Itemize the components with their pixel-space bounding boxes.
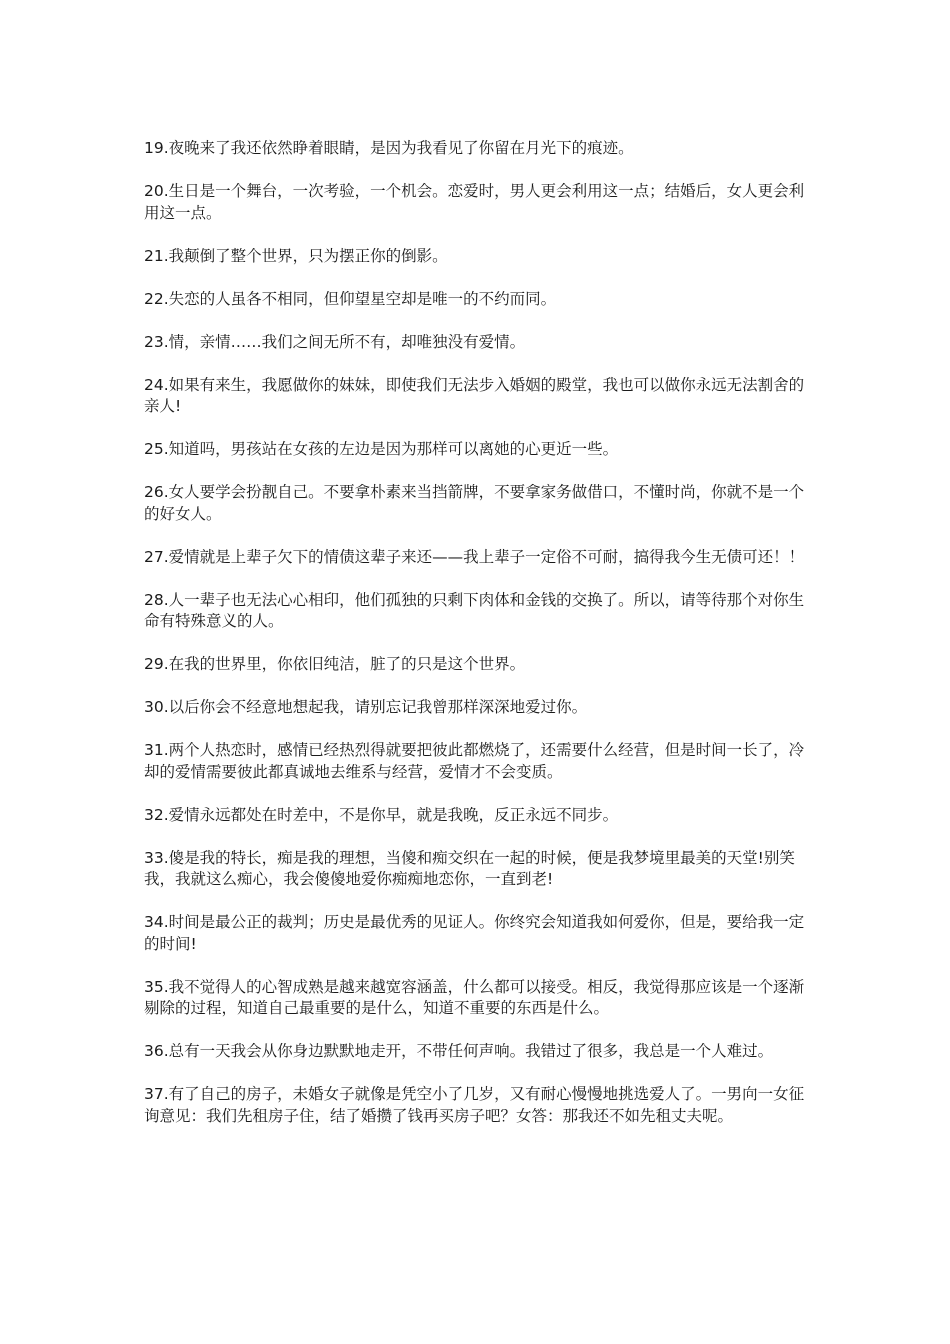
paragraph-24: 24.如果有来生，我愿做你的妹妹，即使我们无法步入婚姻的殿堂，我也可以做你永远无法割舍的亲人! [144, 375, 805, 415]
paragraph-37: 37.有了自己的房子，未婚女子就像是凭空小了几岁，又有耐心慢慢地挑选爱人了。一男向一女征询意见：我们先租房子住，结了婚攒了钱再买房子吧？女答：那我还不如先租丈夫呢。 [144, 1085, 805, 1125]
paragraph-29: 29.在我的世界里，你依旧纯洁，脏了的只是这个世界。 [144, 655, 526, 673]
paragraph-36: 36.总有一天我会从你身边默默地走开，不带任何声响。我错过了很多，我总是一个人难过。 [144, 1042, 774, 1060]
document-body [144, 138, 814, 1149]
paragraph-26: 26.女人要学会扮靓自己。不要拿朴素来当挡箭牌，不要拿家务做借口，不懂时尚，你就不是一个的好女人。 [144, 483, 805, 523]
paragraph-27: 27.爱情就是上辈子欠下的情债这辈子来还——我上辈子一定俗不可耐，搞得我今生无债可还！！ [144, 547, 805, 566]
paragraph-25: 25.知道吗，男孩站在女孩的左边是因为那样可以离她的心更近一些。 [144, 440, 619, 458]
paragraph-30: 30.以后你会不经意地想起我，请别忘记我曾那样深深地爱过你。 [144, 698, 588, 716]
paragraph-20: 20.生日是一个舞台，一次考验，一个机会。恋爱时，男人更会利用这一点；结婚后，女人更会利用这一点。 [144, 182, 805, 222]
paragraph-23: 23.情，亲情……我们之间无所不有，却唯独没有爱情。 [144, 332, 526, 351]
paragraph-33: 33.傻是我的特长，痴是我的理想，当傻和痴交织在一起的时候，便是我梦境里最美的天堂!别笑我，我就这么痴心，我会傻傻地爱你痴痴地恋你，一直到老! [144, 848, 795, 888]
paragraph-34: 34.时间是最公正的裁判；历史是最优秀的见证人。你终究会知道我如何爱你，但是，要给我一定的时间! [144, 913, 805, 953]
paragraph-28: 28.人一辈子也无法心心相印，他们孤独的只剩下肉体和金钱的交换了。所以，请等待那个对你生命有特殊意义的人。 [144, 590, 805, 630]
paragraph-22: 22.失恋的人虽各不相同，但仰望星空却是唯一的不约而同。 [144, 289, 557, 308]
paragraph-19: 19.夜晚来了我还依然睁着眼睛，是因为我看见了你留在月光下的痕迹。 [144, 139, 634, 157]
paragraph-31: 31.两个人热恋时，感情已经热烈得就要把彼此都燃烧了，还需要什么经营，但是时间一长了，冷却的爱情需要彼此都真诚地去维系与经营，爱情才不会变质。 [144, 741, 805, 781]
paragraph-32: 32.爱情永远都处在时差中，不是你早，就是我晚，反正永远不同步。 [144, 805, 619, 824]
paragraph-21: 21.我颠倒了整个世界，只为摆正你的倒影。 [144, 246, 448, 265]
paragraph-35: 35.我不觉得人的心智成熟是越来越宽容涵盖，什么都可以接受。相反，我觉得那应该是一个逐渐剔除的过程，知道自己最重要的是什么，知道不重要的东西是什么。 [144, 977, 805, 1017]
